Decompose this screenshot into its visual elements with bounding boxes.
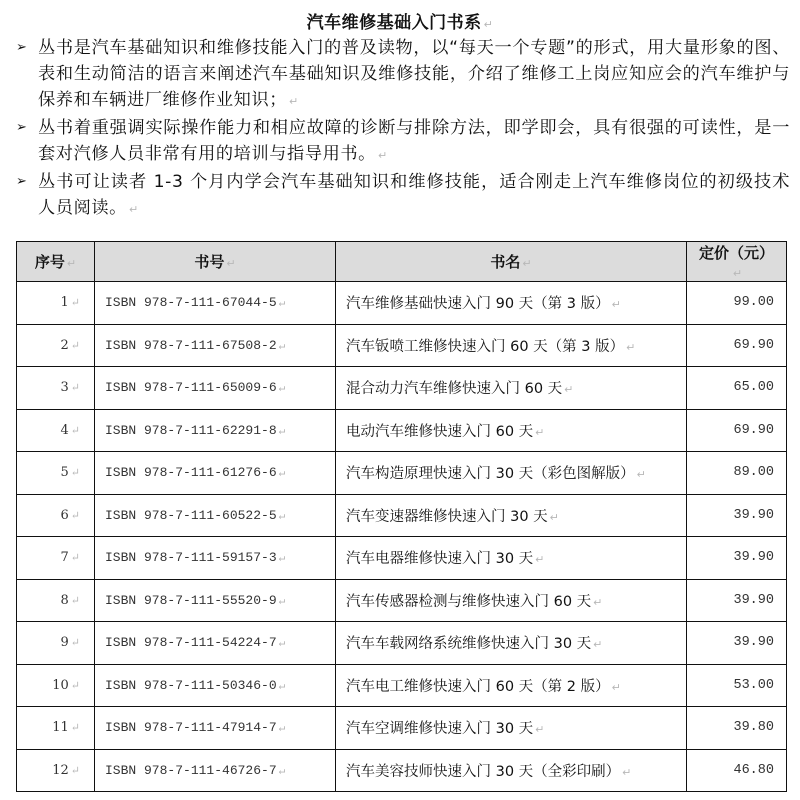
paragraph-mark-icon: ↵: [278, 680, 286, 693]
header-price: 定价（元）↵: [687, 242, 787, 282]
paragraph-mark-icon: ↵: [626, 340, 636, 354]
row-isbn: ISBN 978-7-111-60522-5 ↵: [95, 494, 336, 537]
paragraph-mark-icon: ↵: [278, 383, 286, 396]
table-row: [17, 494, 787, 537]
paragraph-mark-icon: ↵: [377, 149, 388, 162]
row-book-name: 汽车传感器检测与维修快速入门 60 天 ↵: [336, 579, 687, 622]
row-price: 89.00: [687, 452, 787, 495]
paragraph-mark-icon: ↵: [278, 468, 286, 481]
paragraph-mark-icon: ↵: [636, 468, 646, 482]
row-book-name: 汽车钣喷工维修快速入门 60 天（第 3 版） ↵: [336, 324, 687, 367]
table-row: [17, 664, 787, 707]
row-price: 69.90: [687, 324, 787, 367]
bullet-text: 丛书可让读者 1-3 个月内学会汽车基础知识和维修技能，适合刚走上汽车维修岗位的初级技术人员阅读。: [38, 172, 790, 218]
row-price: 53.00: [687, 664, 787, 707]
row-book-name: 汽车美容技师快速入门 30 天（全彩印刷） ↵: [336, 749, 687, 792]
row-number: 6 ↵: [17, 494, 95, 537]
row-isbn: ISBN 978-7-111-67508-2 ↵: [95, 324, 336, 367]
row-book-name: 汽车车载网络系统维修快速入门 30 天 ↵: [336, 622, 687, 665]
row-book-name: 汽车维修基础快速入门 90 天（第 3 版） ↵: [336, 282, 687, 325]
header-number: 序号 ↵: [17, 242, 95, 282]
row-book-name: 电动汽车维修快速入门 60 天 ↵: [336, 409, 687, 452]
paragraph-mark-icon: ↵: [278, 553, 286, 566]
bullet-item: [14, 169, 790, 223]
paragraph-mark-icon: ↵: [278, 723, 286, 736]
row-number: 3 ↵: [17, 367, 95, 410]
paragraph-mark-icon: ↵: [278, 298, 286, 311]
table-row: [17, 579, 787, 622]
paragraph-mark-icon: ↵: [278, 510, 286, 523]
arrow-bullet-icon: ➢: [16, 40, 28, 55]
row-price: 65.00: [687, 367, 787, 410]
table-header-row: [17, 242, 787, 282]
paragraph-mark-icon: ↵: [535, 425, 545, 439]
row-book-name: 汽车变速器维修快速入门 30 天 ↵: [336, 494, 687, 537]
table-row: [17, 537, 787, 580]
paragraph-mark-icon: ↵: [535, 553, 545, 567]
row-number: 12 ↵: [17, 749, 95, 792]
paragraph-mark-icon: ↵: [611, 298, 621, 312]
row-number: 9 ↵: [17, 622, 95, 665]
row-isbn: ISBN 978-7-111-65009-6 ↵: [95, 367, 336, 410]
row-number: 10 ↵: [17, 664, 95, 707]
arrow-bullet-icon: ➢: [16, 174, 28, 189]
row-price: 39.80: [687, 707, 787, 750]
paragraph-mark-icon: ↵: [483, 18, 494, 31]
paragraph-mark-icon: ↵: [70, 423, 80, 437]
row-isbn: ISBN 978-7-111-47914-7 ↵: [95, 707, 336, 750]
paragraph-mark-icon: ↵: [611, 680, 621, 694]
row-number: 4 ↵: [17, 409, 95, 452]
row-price: 39.90: [687, 622, 787, 665]
row-price: 99.00: [687, 282, 787, 325]
paragraph-mark-icon: ↵: [70, 381, 80, 395]
row-isbn: ISBN 978-7-111-59157-3 ↵: [95, 537, 336, 580]
row-book-name: 汽车电器维修快速入门 30 天 ↵: [336, 537, 687, 580]
header-isbn: 书号 ↵: [95, 242, 336, 282]
paragraph-mark-icon: ↵: [278, 340, 286, 353]
paragraph-mark-icon: ↵: [70, 338, 80, 352]
book-table: [16, 241, 787, 792]
paragraph-mark-icon: ↵: [70, 508, 80, 522]
table-row: [17, 452, 787, 495]
table-row: [17, 749, 787, 792]
row-price: 39.90: [687, 494, 787, 537]
row-isbn: ISBN 978-7-111-67044-5 ↵: [95, 282, 336, 325]
row-number: 5 ↵: [17, 452, 95, 495]
bullet-item: [14, 115, 790, 169]
row-book-name: 混合动力汽车维修快速入门 60 天 ↵: [336, 367, 687, 410]
row-isbn: ISBN 978-7-111-46726-7 ↵: [95, 749, 336, 792]
paragraph-mark-icon: ↵: [278, 638, 286, 651]
paragraph-mark-icon: ↵: [593, 638, 603, 652]
table-row: [17, 324, 787, 367]
row-number: 1 ↵: [17, 282, 95, 325]
row-number: 11 ↵: [17, 707, 95, 750]
table-row: [17, 367, 787, 410]
arrow-bullet-icon: ➢: [16, 120, 28, 135]
paragraph-mark-icon: ↵: [70, 466, 80, 480]
paragraph-mark-icon: ↵: [70, 551, 80, 565]
paragraph-mark-icon: ↵: [128, 203, 139, 216]
row-number: 8 ↵: [17, 579, 95, 622]
row-price: 39.90: [687, 579, 787, 622]
row-isbn: ISBN 978-7-111-50346-0 ↵: [95, 664, 336, 707]
paragraph-mark-icon: ↵: [278, 595, 286, 608]
table-row: [17, 409, 787, 452]
row-book-name: 汽车构造原理快速入门 30 天（彩色图解版） ↵: [336, 452, 687, 495]
header-book-name: 书名 ↵: [336, 242, 687, 282]
row-isbn: ISBN 978-7-111-54224-7 ↵: [95, 622, 336, 665]
row-book-name: 汽车空调维修快速入门 30 天 ↵: [336, 707, 687, 750]
document-title: [0, 8, 800, 33]
row-book-name: 汽车电工维修快速入门 60 天（第 2 版） ↵: [336, 664, 687, 707]
row-number: 2 ↵: [17, 324, 95, 367]
paragraph-mark-icon: ↵: [70, 296, 80, 310]
title-text: 汽车维修基础入门书系: [306, 13, 482, 33]
row-price: 46.80: [687, 749, 787, 792]
paragraph-mark-icon: ↵: [622, 765, 632, 779]
row-price: 39.90: [687, 537, 787, 580]
table-row: [17, 282, 787, 325]
bullet-list: [14, 35, 790, 223]
paragraph-mark-icon: ↵: [564, 383, 574, 397]
paragraph-mark-icon: ↵: [549, 510, 559, 524]
table-row: [17, 622, 787, 665]
bullet-item: [14, 35, 790, 115]
row-price: 69.90: [687, 409, 787, 452]
table-row: [17, 707, 787, 750]
paragraph-mark-icon: ↵: [593, 595, 603, 609]
paragraph-mark-icon: ↵: [70, 593, 80, 607]
row-isbn: ISBN 978-7-111-61276-6 ↵: [95, 452, 336, 495]
row-isbn: ISBN 978-7-111-62291-8 ↵: [95, 409, 336, 452]
paragraph-mark-icon: ↵: [278, 765, 286, 778]
bullet-text: 丛书是汽车基础知识和维修技能入门的普及读物，以“每天一个专题”的形式，用大量形象的图、表和生动简洁的语言来阐述汽车基础知识及维修技能，介绍了维修工上岗应知应会的汽车维护与保养和车辆进厂维修作业知识；: [38, 38, 790, 110]
bullet-text: 丛书着重强调实际操作能力和相应故障的诊断与排除方法，即学即会，具有很强的可读性，是一套对汽修人员非常有用的培训与指导用书。: [38, 118, 790, 164]
paragraph-mark-icon: ↵: [70, 636, 80, 650]
paragraph-mark-icon: ↵: [289, 95, 299, 108]
paragraph-mark-icon: ↵: [70, 721, 80, 735]
row-number: 7 ↵: [17, 537, 95, 580]
row-isbn: ISBN 978-7-111-55520-9 ↵: [95, 579, 336, 622]
paragraph-mark-icon: ↵: [70, 763, 80, 777]
paragraph-mark-icon: ↵: [70, 678, 80, 692]
paragraph-mark-icon: ↵: [535, 723, 545, 737]
paragraph-mark-icon: ↵: [278, 425, 286, 438]
